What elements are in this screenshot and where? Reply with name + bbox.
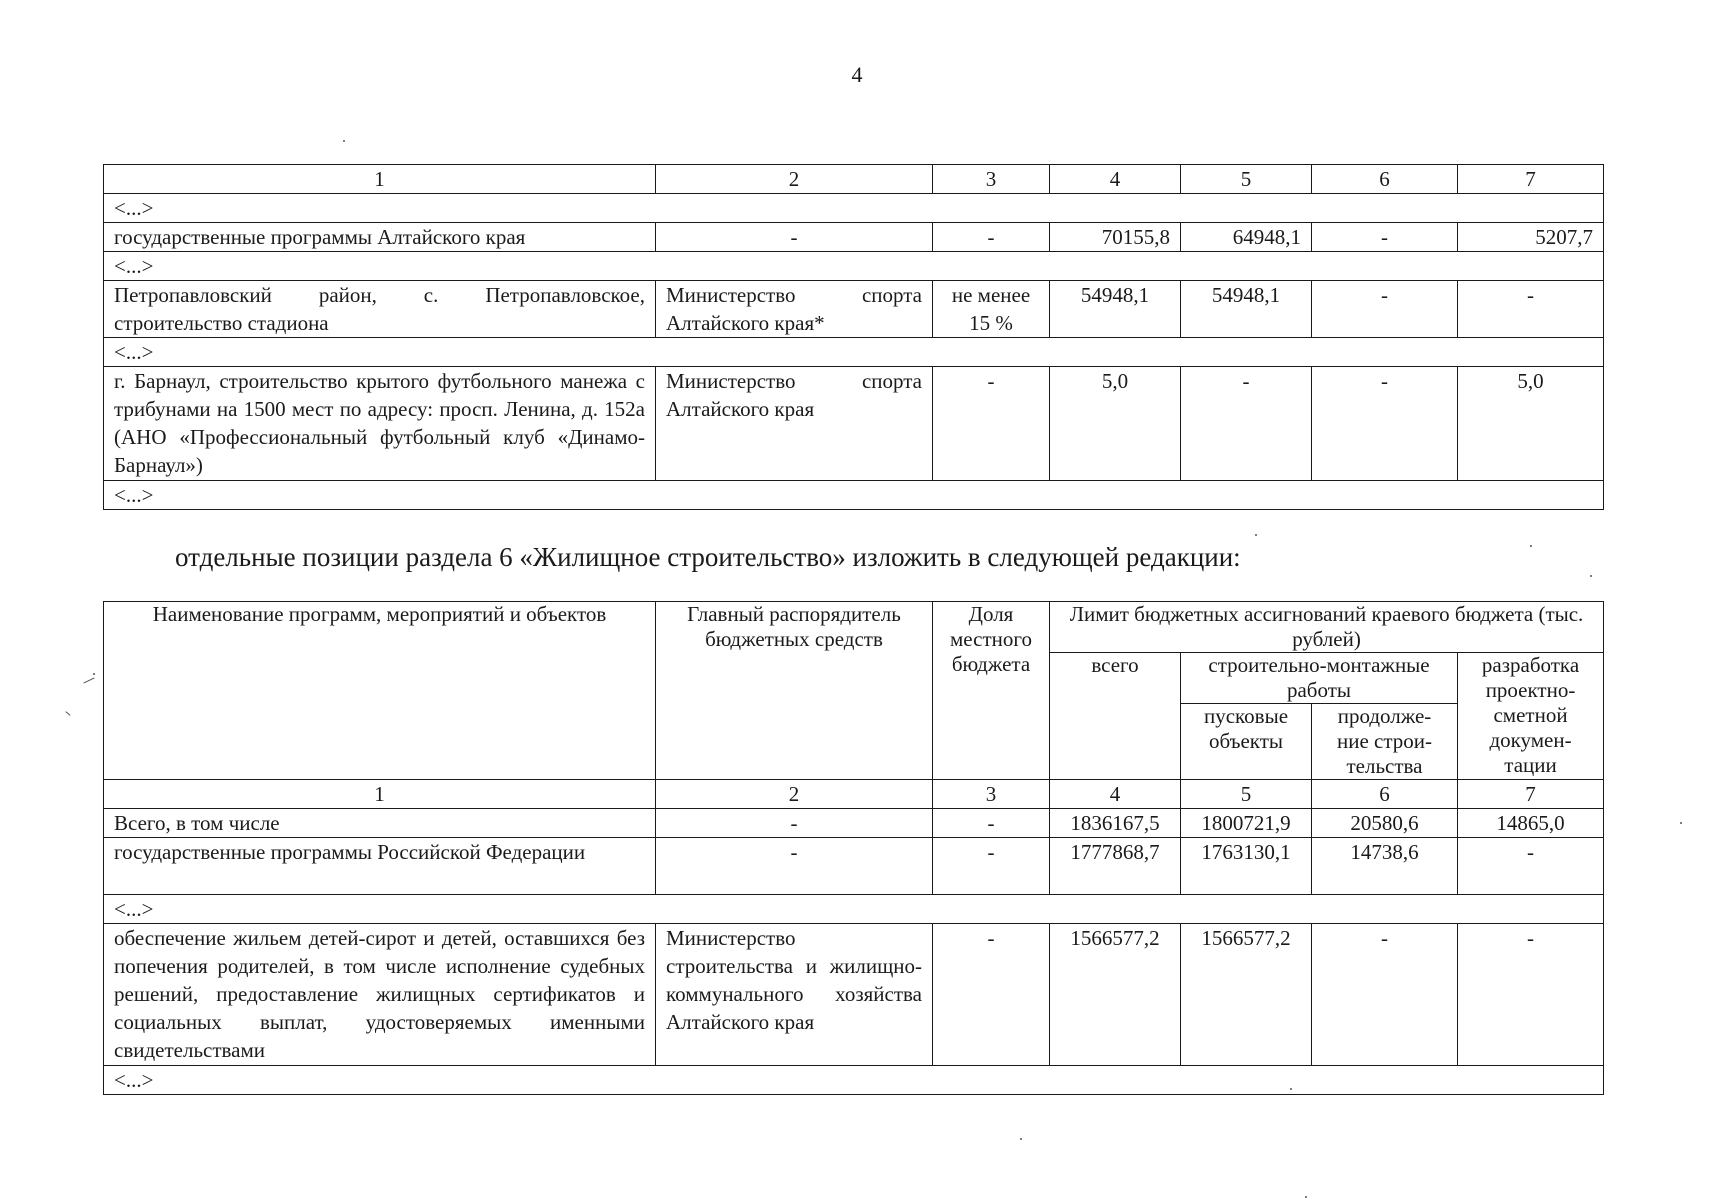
header-continuing-construction: продолже-ние строи-тельства bbox=[1312, 704, 1458, 780]
scan-speck bbox=[1590, 575, 1592, 577]
column-number: 1 bbox=[104, 165, 656, 194]
scan-speck bbox=[1530, 545, 1532, 547]
header-total: всего bbox=[1050, 653, 1181, 780]
scan-speck bbox=[83, 678, 94, 684]
table-row bbox=[104, 924, 1604, 1066]
row-local-share: - bbox=[933, 838, 1050, 895]
column-number-row bbox=[104, 165, 1604, 194]
header-construction-works: строительно-монтажные работы bbox=[1181, 653, 1458, 704]
row-local-share: не менее 15 % bbox=[933, 281, 1050, 338]
header-budget-limit: Лимит бюджетных ассигнований краевого бюджета (тыс. рублей) bbox=[1050, 602, 1604, 653]
header-row bbox=[104, 602, 1604, 653]
row-administrator: Министерство строительства и жилищно-коммунального хозяйства Алтайского края bbox=[656, 924, 933, 1066]
column-number: 5 bbox=[1181, 165, 1312, 194]
row-name: государственные программы Российской Федерации bbox=[104, 838, 656, 895]
row-launch-objects: - bbox=[1181, 367, 1312, 481]
row-continuing-construction: 20580,6 bbox=[1312, 809, 1458, 838]
row-launch-objects: 1566577,2 bbox=[1181, 924, 1312, 1066]
scan-speck bbox=[1020, 1138, 1022, 1140]
row-continuing-construction: - bbox=[1312, 281, 1458, 338]
row-continuing-construction: - bbox=[1312, 223, 1458, 252]
row-administrator: - bbox=[656, 809, 933, 838]
row-name: Петропавловский район, с. Петропавловское, строительство стадиона bbox=[104, 281, 656, 338]
column-number: 7 bbox=[1458, 165, 1604, 194]
omission-marker: <...> bbox=[104, 194, 1604, 223]
scan-speck bbox=[343, 140, 345, 142]
housing-construction-table bbox=[103, 601, 1604, 1095]
row-total: 70155,8 bbox=[1050, 223, 1181, 252]
row-local-share: - bbox=[933, 223, 1050, 252]
column-number-row bbox=[104, 780, 1604, 809]
row-design-documentation: 5,0 bbox=[1458, 367, 1604, 481]
row-launch-objects: 1763130,1 bbox=[1181, 838, 1312, 895]
row-launch-objects: 1800721,9 bbox=[1181, 809, 1312, 838]
column-number: 2 bbox=[656, 165, 933, 194]
column-number: 6 bbox=[1312, 780, 1458, 809]
omission-marker: <...> bbox=[104, 252, 1604, 281]
omission-row bbox=[104, 338, 1604, 367]
header-local-share: Доля местного бюджета bbox=[933, 602, 1050, 780]
page-number: 4 bbox=[851, 62, 863, 87]
row-total: 5,0 bbox=[1050, 367, 1181, 481]
omission-row bbox=[104, 194, 1604, 223]
row-name: обеспечение жильем детей-сирот и детей, оставшихся без попечения родителей, в том числе исполнение судебных решений, предоставление жилищных сертификатов и социальных выплат, удостоверяемых именными свидетельствами bbox=[104, 924, 656, 1066]
row-design-documentation: - bbox=[1458, 924, 1604, 1066]
table-row bbox=[104, 367, 1604, 481]
column-number: 4 bbox=[1050, 165, 1181, 194]
scan-speck bbox=[65, 711, 70, 716]
header-design-documentation: разработка проектно-сметной докумен-тации bbox=[1458, 653, 1604, 780]
row-name: г. Барнаул, строительство крытого футбольного манежа с трибунами на 1500 мест по адресу: просп. Ленина, д. 152а (АНО «Профессиональный футбольный клуб «Динамо-Барнаул») bbox=[104, 367, 656, 481]
budget-table-continued bbox=[103, 164, 1604, 510]
row-local-share: - bbox=[933, 924, 1050, 1066]
row-design-documentation: - bbox=[1458, 838, 1604, 895]
omission-marker: <...> bbox=[104, 338, 1604, 367]
omission-marker: <...> bbox=[104, 895, 1604, 924]
header-administrator: Главный распорядитель бюджетных средств bbox=[656, 602, 933, 780]
row-total: 1566577,2 bbox=[1050, 924, 1181, 1066]
column-number: 6 bbox=[1312, 165, 1458, 194]
column-number: 4 bbox=[1050, 780, 1181, 809]
column-number: 3 bbox=[933, 165, 1050, 194]
row-continuing-construction: 14738,6 bbox=[1312, 838, 1458, 895]
omission-row bbox=[104, 481, 1604, 510]
omission-row bbox=[104, 895, 1604, 924]
scan-speck bbox=[1255, 534, 1257, 536]
table-row bbox=[104, 281, 1604, 338]
row-launch-objects: 64948,1 bbox=[1181, 223, 1312, 252]
omission-marker: <...> bbox=[104, 481, 1604, 510]
row-total: 1836167,5 bbox=[1050, 809, 1181, 838]
row-administrator: Министерство спорта Алтайского края* bbox=[656, 281, 933, 338]
table-row bbox=[104, 809, 1604, 838]
row-local-share: - bbox=[933, 367, 1050, 481]
column-number: 3 bbox=[933, 780, 1050, 809]
omission-row bbox=[104, 252, 1604, 281]
omission-marker: <...> bbox=[104, 1066, 1604, 1095]
amendment-paragraph: отдельные позиции раздела 6 «Жилищное строительство» изложить в следующей редакции: bbox=[175, 542, 1241, 572]
header-launch-objects: пусковые объекты bbox=[1181, 704, 1312, 780]
scan-speck bbox=[93, 673, 95, 675]
row-administrator: - bbox=[656, 223, 933, 252]
row-administrator: Министерство спорта Алтайского края bbox=[656, 367, 933, 481]
header-name: Наименование программ, мероприятий и объектов bbox=[104, 602, 656, 780]
row-design-documentation: 14865,0 bbox=[1458, 809, 1604, 838]
scan-speck bbox=[1680, 822, 1682, 824]
scan-speck bbox=[1290, 1088, 1292, 1090]
column-number: 1 bbox=[104, 780, 656, 809]
table-row bbox=[104, 838, 1604, 895]
row-design-documentation: 5207,7 bbox=[1458, 223, 1604, 252]
column-number: 7 bbox=[1458, 780, 1604, 809]
row-total: 54948,1 bbox=[1050, 281, 1181, 338]
omission-row bbox=[104, 1066, 1604, 1095]
row-continuing-construction: - bbox=[1312, 924, 1458, 1066]
column-number: 5 bbox=[1181, 780, 1312, 809]
row-launch-objects: 54948,1 bbox=[1181, 281, 1312, 338]
row-name: Всего, в том числе bbox=[104, 809, 656, 838]
table-row bbox=[104, 223, 1604, 252]
scan-speck bbox=[1305, 1196, 1307, 1198]
row-local-share: - bbox=[933, 809, 1050, 838]
column-number: 2 bbox=[656, 780, 933, 809]
row-design-documentation: - bbox=[1458, 281, 1604, 338]
row-continuing-construction: - bbox=[1312, 367, 1458, 481]
row-total: 1777868,7 bbox=[1050, 838, 1181, 895]
row-administrator: - bbox=[656, 838, 933, 895]
row-name: государственные программы Алтайского края bbox=[104, 223, 656, 252]
